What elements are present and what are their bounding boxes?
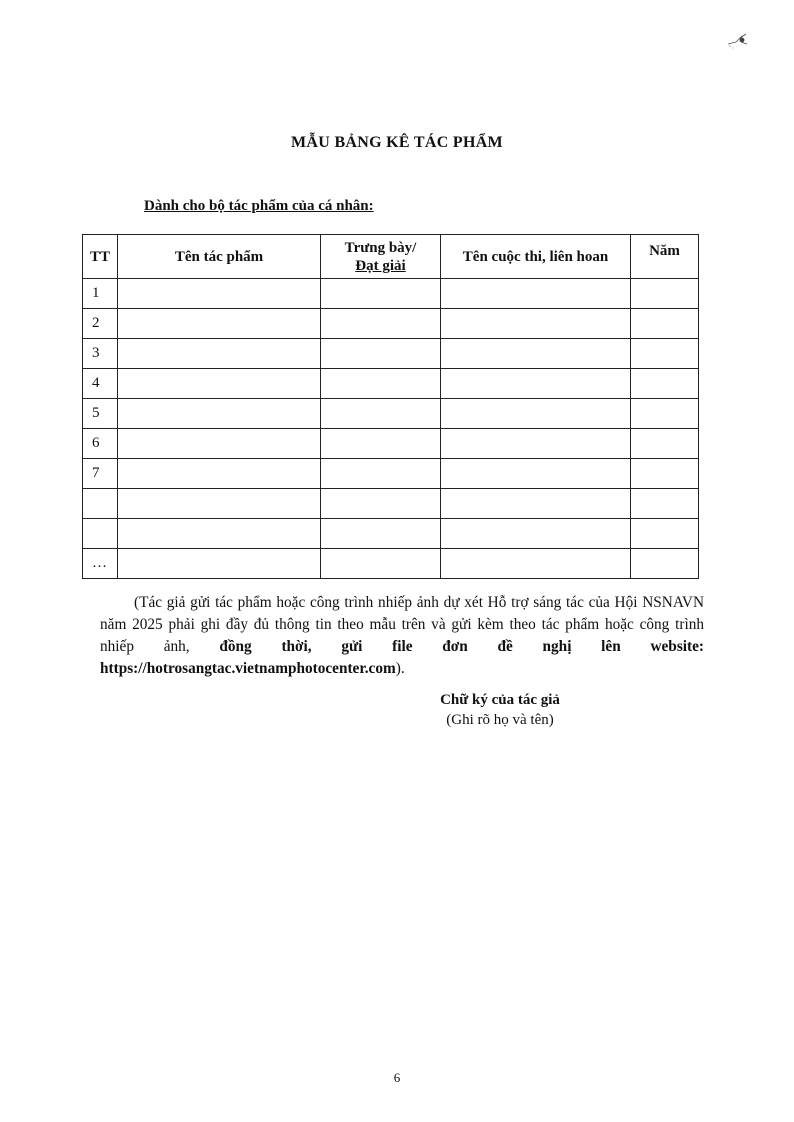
cell-work-name <box>118 339 321 369</box>
cell-exhibition <box>321 339 441 369</box>
table-row <box>83 549 699 579</box>
cell-exhibition <box>321 429 441 459</box>
submission-note <box>100 592 704 680</box>
cell-year <box>631 309 699 339</box>
row-number: … <box>83 549 118 579</box>
cell-work-name <box>118 309 321 339</box>
cell-work-name <box>118 369 321 399</box>
table-row <box>83 279 699 309</box>
cell-contest <box>441 339 631 369</box>
table-header-row <box>83 235 699 279</box>
cell-work-name <box>118 279 321 309</box>
note-bold-text: đồng thời, gửi file đơn đề nghị lên website: https://hotrosangtac.vietnamphotocenter.com <box>100 638 704 677</box>
cell-contest <box>441 489 631 519</box>
header-work-name: Tên tác phẩm <box>118 235 321 279</box>
row-number <box>83 519 118 549</box>
signature-hint: (Ghi rõ họ và tên) <box>446 712 554 728</box>
cell-year <box>631 339 699 369</box>
cell-work-name <box>118 429 321 459</box>
works-table <box>82 234 699 579</box>
document-title: MẪU BẢNG KÊ TÁC PHẨM <box>291 134 503 151</box>
table-row <box>83 399 699 429</box>
section-subtitle: Dành cho bộ tác phẩm của cá nhân: <box>144 198 374 214</box>
header-tt: TT <box>83 235 118 279</box>
table-row <box>83 489 699 519</box>
row-number: 7 <box>83 459 118 489</box>
note-text: (Tác giả gửi tác phẩm hoặc công trình nhiếp ảnh dự xét Hỗ trợ sáng tác của Hội NSNAVN năm 2025 phải ghi đầy đủ thông tin theo mẫu trên và gửi kèm theo tác phẩm hoặc công trình nhiếp ảnh, <box>100 594 704 655</box>
cell-contest <box>441 519 631 549</box>
page-number: 6 <box>393 1070 401 1085</box>
cell-year <box>631 549 699 579</box>
cell-work-name <box>118 549 321 579</box>
table-row <box>83 519 699 549</box>
cell-work-name <box>118 489 321 519</box>
signature-block <box>410 690 590 730</box>
row-number: 5 <box>83 399 118 429</box>
row-number: 4 <box>83 369 118 399</box>
cell-year <box>631 459 699 489</box>
row-number: 2 <box>83 309 118 339</box>
table-body <box>83 279 699 579</box>
header-exhibition-line1: Trưng bày/ <box>344 239 417 256</box>
row-number: 1 <box>83 279 118 309</box>
cell-year <box>631 369 699 399</box>
cell-year <box>631 429 699 459</box>
cell-contest <box>441 459 631 489</box>
cell-contest <box>441 399 631 429</box>
table-row <box>83 369 699 399</box>
cell-exhibition <box>321 519 441 549</box>
cell-contest <box>441 279 631 309</box>
cell-work-name <box>118 459 321 489</box>
cell-year <box>631 489 699 519</box>
cell-work-name <box>118 399 321 429</box>
cell-year <box>631 399 699 429</box>
cell-exhibition <box>321 279 441 309</box>
header-exhibition-award <box>321 235 441 279</box>
cell-exhibition <box>321 489 441 519</box>
row-number <box>83 489 118 519</box>
cell-contest <box>441 369 631 399</box>
cell-contest <box>441 429 631 459</box>
cell-contest <box>441 549 631 579</box>
cell-exhibition <box>321 399 441 429</box>
cell-contest <box>441 309 631 339</box>
signature-title: Chữ ký của tác giả <box>440 692 560 708</box>
header-exhibition-line2: Đạt giải <box>355 257 406 274</box>
table-row <box>83 429 699 459</box>
cell-exhibition <box>321 309 441 339</box>
row-number: 6 <box>83 429 118 459</box>
cell-year <box>631 519 699 549</box>
cell-work-name <box>118 519 321 549</box>
header-year: Năm <box>631 235 699 279</box>
scan-artifact-icon <box>724 30 754 54</box>
header-contest-name: Tên cuộc thi, liên hoan <box>441 235 631 279</box>
table-row <box>83 459 699 489</box>
cell-year <box>631 279 699 309</box>
note-closing: ). <box>395 660 405 677</box>
table-row <box>83 309 699 339</box>
cell-exhibition <box>321 369 441 399</box>
cell-exhibition <box>321 549 441 579</box>
row-number: 3 <box>83 339 118 369</box>
cell-exhibition <box>321 459 441 489</box>
table-row <box>83 339 699 369</box>
